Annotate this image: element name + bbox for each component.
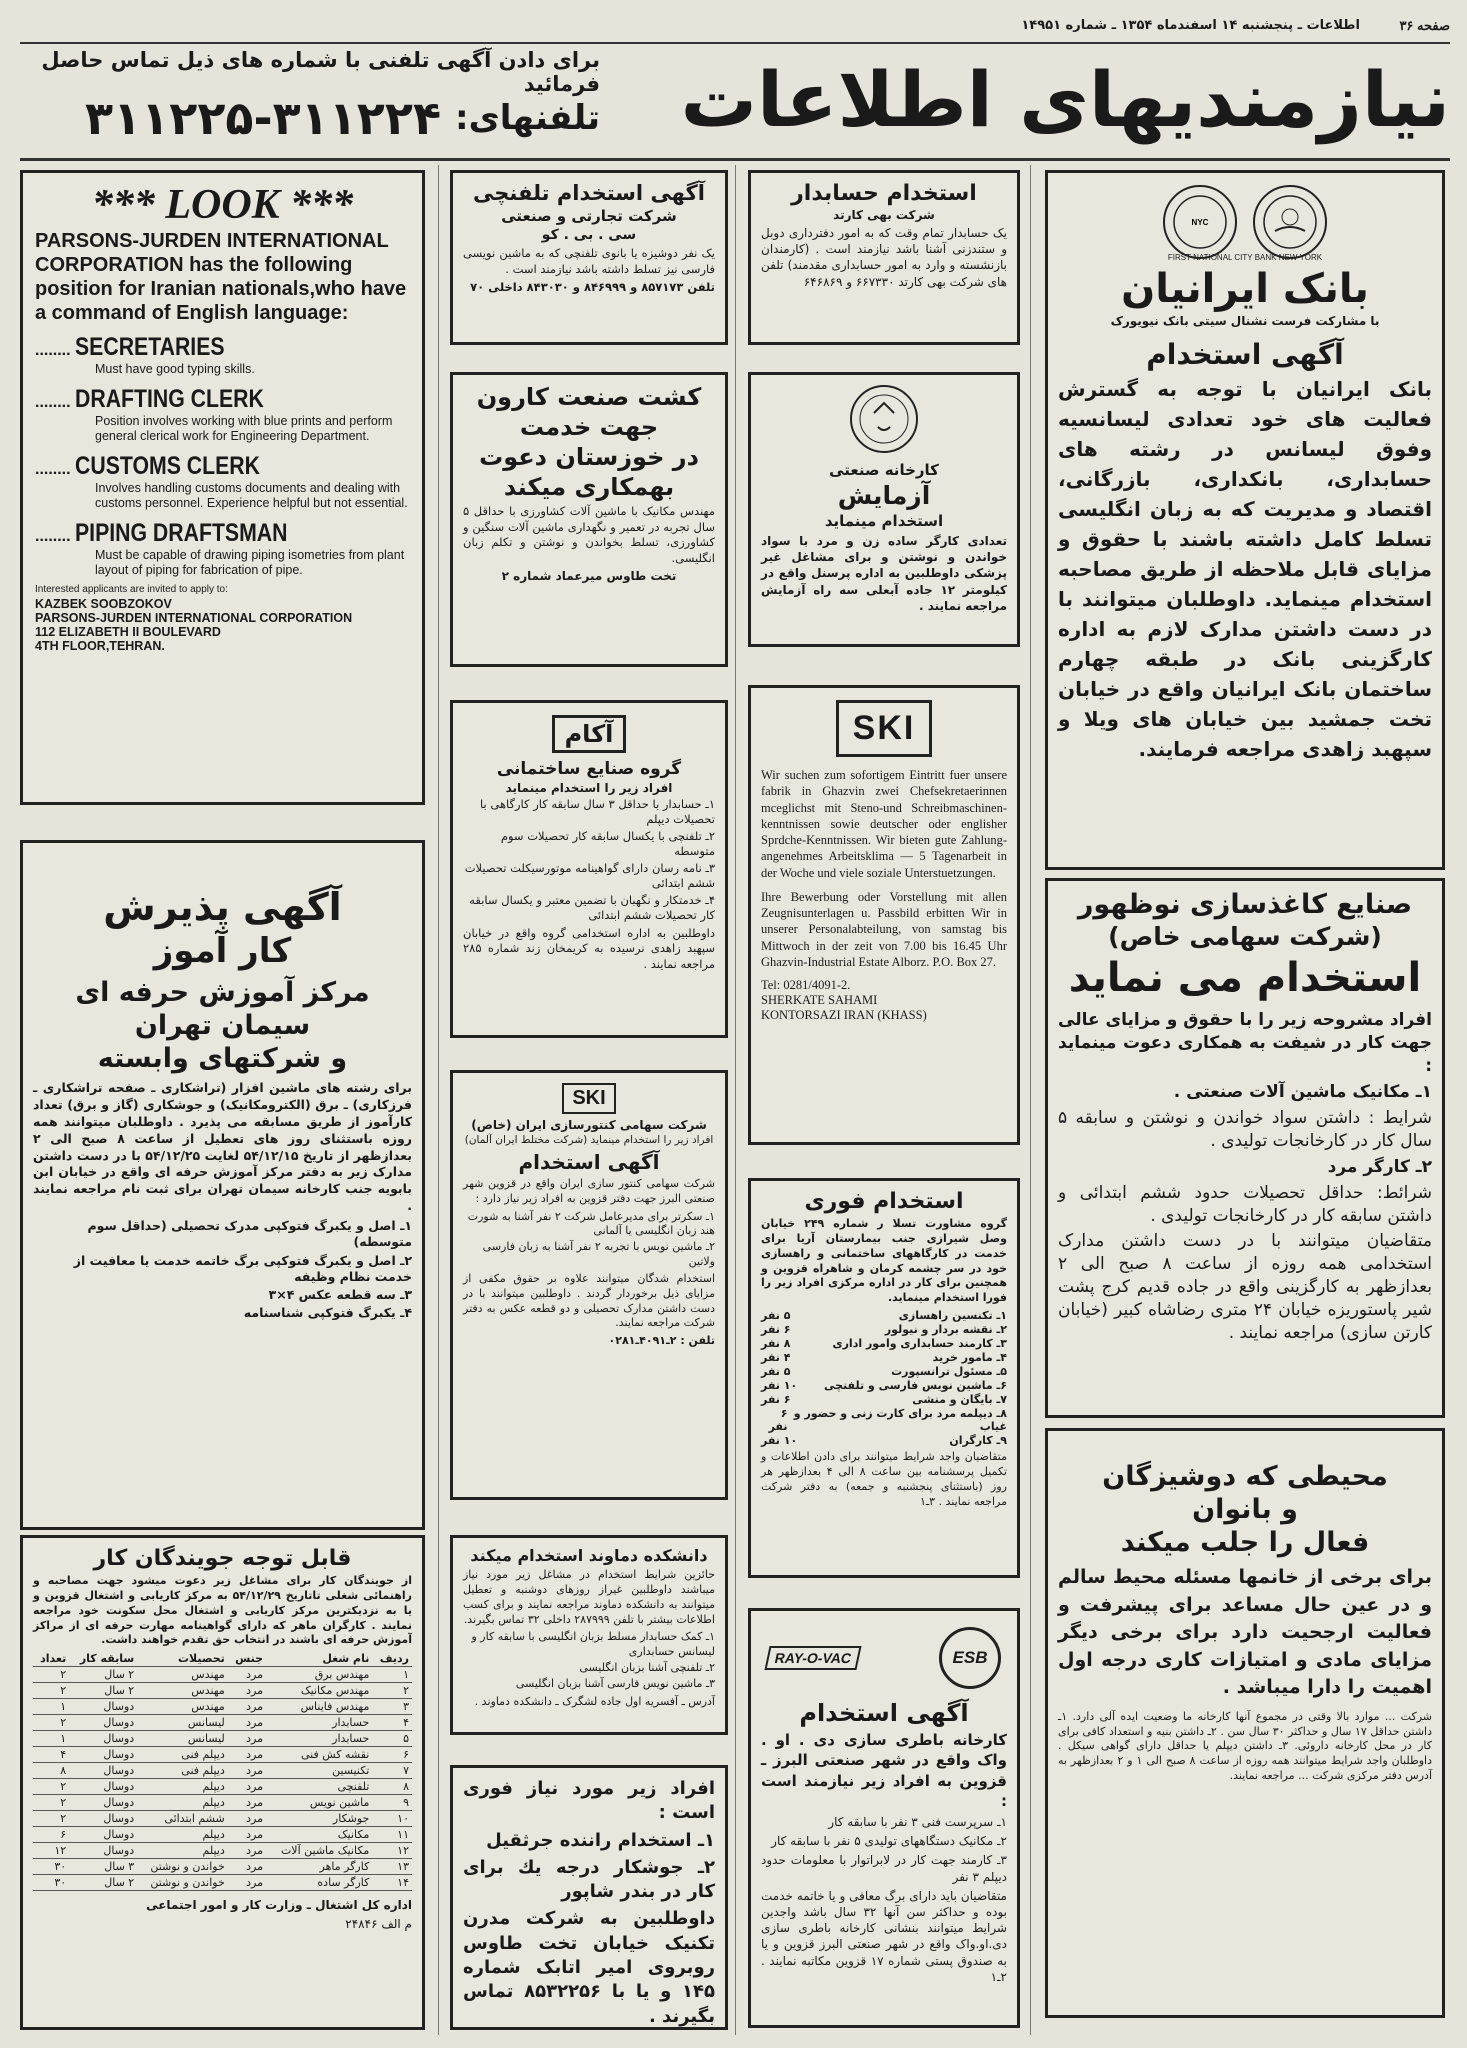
position-name: CUSTOMS CLERK (74, 452, 260, 480)
women-fine-print: شرکت ... موارد بالا وقتی در مجموع آنها کارخانه ما وضعیت ایده آلی دارد. ۱ـ داشتن حداقل ۱۷ سال و حداکثر ۳۰ سال سن . ۲ـ داشتن بنیه و استعداد کافی برای کار در محل کارخانه داروئی. ۳ـ داشتن دیپلم یا حداقل دارای گواهی سیکل . داوطلبان واجد شرایط میتوانند همه روزه از ساعت ۸ صبح الی ۱ و ۲ بعدازظهر به آدرس دفتر مرکزی شرکت ... مراجعه نمایند. (1058, 1709, 1433, 1783)
kontorsazi-intro: شرکت سهامی کنتور سازی ایران واقع در قزوین شهر صنعتی البرز جهت دفتر قزوین به افراد زیر نیاز دارد : (463, 1177, 715, 1205)
telephone-company-2: سی . بی . کو (541, 227, 637, 243)
table-cell: مرد (228, 1763, 266, 1779)
table-cell: مهندس (137, 1683, 228, 1699)
table-row (33, 1699, 412, 1715)
table-cell: ۲ (33, 1683, 69, 1699)
table-cell: دوسال (69, 1715, 137, 1731)
foori-list (761, 1309, 1007, 1447)
table-header-cell: ردیف (372, 1651, 412, 1667)
list-item-count: ۱۰ نفر (761, 1379, 798, 1393)
position-desc: Position involves working with blue prints and perform general clerical work for Engineering Department. (95, 414, 393, 443)
phones-line (40, 84, 600, 152)
table-cell: ۴ (33, 1747, 69, 1763)
column-divider (1030, 165, 1031, 2035)
table-cell: مرد (228, 1875, 266, 1891)
telephone-company: شرکت تجارتی و صنعتی (501, 207, 677, 225)
table-row (33, 1715, 412, 1731)
table-cell: حسابدار (266, 1731, 372, 1747)
ad-jobseekers-notice (20, 1535, 425, 2030)
ad-german-secretaries (748, 685, 1020, 1145)
damavand-heading: دانشکده دماوند استخدام میکند (470, 1546, 708, 1565)
position-row (35, 519, 410, 548)
group-closing: داوطلبین به اداره استخدامی گروه واقع در خیابان سپهبد زاهدی نرسیده به کریمخان زند شماره ۲۸۵ مراجعه نمایند . (463, 925, 715, 971)
phones-number: ۳۱۱۲۲۵-۳۱۱۲۲۴ (85, 91, 442, 145)
table-cell: دوسال (69, 1763, 137, 1779)
list-item: ۱ـ اصل و یکبرگ فتوکپی مدرک تحصیلی (حداقل سوم متوسطه) (87, 1218, 412, 1250)
table-cell: دیپلم فنی (137, 1747, 228, 1763)
karun-address: تخت طاوس میرعماد شماره ۲ (501, 569, 677, 584)
lion-sun-emblem-icon (1253, 185, 1327, 259)
damavand-address: آدرس ـ آفسریه اول جاده لشگرک ـ دانشکده دماوند . (474, 1694, 715, 1708)
table-cell: جوشکار (266, 1811, 372, 1827)
bank-logos (1058, 185, 1432, 259)
table-cell: ۲ سال (69, 1667, 137, 1683)
position-row (35, 452, 410, 481)
kontorsazi-heading: آگهی استخدام (518, 1150, 660, 1174)
ad-karun-agro (450, 372, 728, 667)
table-cell: لیسانس (137, 1731, 228, 1747)
table-row (33, 1811, 412, 1827)
kontorsazi-logo-icon: SKI (463, 1083, 715, 1114)
karun-line-4: بهمکاری میکند (503, 473, 675, 501)
kontorsazi-sub: (شرکت مختلط ایران آلمان) افراد زیر را استخدام مینماید (464, 1134, 714, 1146)
look-title: *** LOOK *** (91, 182, 354, 228)
position-row (35, 385, 410, 414)
table-cell: نقشه کش فنی (266, 1747, 372, 1763)
table-row (33, 1875, 412, 1891)
list-item: ۳ـ ماشین نویس فارسی آشنا بزبان انگلیسی (515, 1677, 715, 1691)
esb-logos (767, 1627, 1001, 1689)
table-header-cell: سابقه کار (69, 1651, 137, 1667)
table-cell: ششم ابتدائی (137, 1811, 228, 1827)
ad-crane-welder (450, 1765, 728, 2030)
telephone-body: یک نفر دوشیزه یا بانوی تلفنچی که به ماشین نویسی فارسی نیز تسلط داشته باشد نیازمند است . (463, 246, 715, 276)
table-row (33, 1667, 412, 1683)
list-item (761, 1351, 1007, 1364)
table-cell: دیپلم (137, 1827, 228, 1843)
table-cell: خواندن و نوشتن (137, 1859, 228, 1875)
list-item (761, 1309, 1007, 1322)
position-dots: ........ (35, 528, 71, 545)
esb-item-1: ۱ـ سرپرست فنی ۳ نفر با سابقه کار (828, 1815, 1007, 1829)
table-cell: مکانیک (266, 1827, 372, 1843)
ski-logo-icon: SKI (761, 700, 1007, 757)
paper-heading: استخدام می نماید (1068, 955, 1422, 1001)
paper-subtitle: (شرکت سهامی خاص) (1108, 922, 1382, 951)
list-item (761, 1323, 1007, 1336)
group-heading: گروه صنایع ساختمانی (496, 759, 682, 779)
position-name: DRAFTING CLERK (74, 385, 264, 413)
list-item (761, 1407, 1007, 1433)
ad-kontorsazi (450, 1070, 728, 1500)
look-positions (35, 333, 410, 578)
ad-building-industries (450, 700, 728, 1038)
jobseekers-code: م الف ۲۴۸۴۶ (345, 1917, 412, 1932)
ad-paper-factory (1045, 878, 1445, 1418)
look-address-1: KAZBEK SOOBZOKOV (35, 597, 172, 611)
bank-partner: با مشارکت فرست نشنال سیتی بانک نیویورک (1110, 314, 1380, 328)
table-cell: ۲ (33, 1715, 69, 1731)
table-cell: دوسال (69, 1795, 137, 1811)
table-cell: مهندس فایناس (266, 1699, 372, 1715)
jobseekers-intro: از جویندگان کار برای مشاغل زیر دعوت میشود جهت مصاحبه و راهنمائی شغلی تاتاریخ ۵۴/۱۲/۲۹ به مرکز کاریابی و اشتغال قزوین و یا به نزدیکترین مرکز کاریابی و اشتغال محل سکونت خود مراجعه نمایند . کارگران ماهر که دارای گواهینامه مهارت حرفه ای از مراکز آموزش حرفه ای باشند در انتخاب حق تقدم خواهند داشت. (33, 1574, 412, 1647)
position-desc: Must be capable of drawing piping isometries from plant layout of piping for fabrication of pipe. (95, 548, 405, 577)
list-item-count: ۴ نفر (761, 1351, 791, 1365)
table-cell: مرد (228, 1779, 266, 1795)
list-item (761, 1434, 1007, 1447)
table-cell: مرد (228, 1795, 266, 1811)
table-row (33, 1795, 412, 1811)
ad-women-workplace (1045, 1428, 1445, 2018)
issue-info: اطلاعات ـ پنجشنبه ۱۴ اسفندماه ۱۳۵۴ ـ شماره ۱۴۹۵۱ (1021, 18, 1360, 33)
list-item-title: ۴ـ مامور خرید (932, 1351, 1007, 1365)
jobseekers-heading: قابل توجه جویندگان کار (93, 1546, 352, 1571)
table-cell: ۶ (372, 1747, 412, 1763)
list-item: ۴ـ خدمتکار و نگهبان با تضمین معتبر و یکسال سابقه کار تحصیلات ششم ابتدائی (469, 892, 715, 922)
cement-line-2: کار آموز (153, 931, 292, 971)
ad-telephone-operator (450, 170, 728, 345)
esb-item-3: ۳ـ کارمند جهت کار در لابراتوار با معلومات حدود دیپلم ۳ نفر (761, 1853, 1007, 1884)
kontorsazi-closing: استخدام شدگان میتوانند علاوه بر حقوق مکفی از مزایای ذیل برخوردار گردند . داوطلبین میتوانند با در دست داشتن مدارک تحصیلی و دو قطعه عکس به دفتر شرکت مراجعه نمایند. (463, 1271, 715, 1330)
list-item: ۲ـ ماشین نویس با تجربه ۲ نفر آشنا به زبان فارسی ولاتین (482, 1240, 715, 1268)
table-cell: لیسانس (137, 1715, 228, 1731)
jobs-table-header (33, 1651, 412, 1667)
women-body: برای برخی از خانمها مسئله محیط سالم و در عین حال مساعد برای پیشرفت و فعالیت ارجحیت دارد برای برخی دیگر مزایای مادی و امتیازات کاری درجه اول اهمیت را دارا میباشد . (1058, 1566, 1432, 1699)
table-cell: مکانیک ماشین آلات (266, 1843, 372, 1859)
table-row (33, 1763, 412, 1779)
azmayesh-heading: استخدام مینماید (824, 512, 944, 530)
table-row (33, 1747, 412, 1763)
esb-heading: آگهی استخدام (799, 1699, 969, 1727)
karun-body: مهندس مکانیک با ماشین آلات کشاورزی با حداقل ۵ سال تجربه در تعمیر و نگهداری ماشین آلات سنگین و کشاورزی، تسلط بخواندن و نوشتن و تکلم زبان انگلیسی. (463, 504, 715, 565)
look-apply: Interested applicants are invited to apply to: (35, 584, 228, 595)
bank-logo-caption: FIRST NATIONAL CITY BANK NEW YORK (1167, 253, 1323, 262)
bank-heading: آگهی استخدام (1146, 338, 1344, 371)
list-item (761, 1379, 1007, 1392)
table-cell: مرد (228, 1667, 266, 1683)
list-item-count: ۸ نفر (761, 1337, 791, 1351)
ad-esb-battery (748, 1608, 1020, 2028)
ad-look-parsons (20, 170, 425, 805)
table-cell: مرد (228, 1731, 266, 1747)
azmayesh-company: کارخانه صنعتی (829, 461, 939, 479)
table-cell: دیپلم (137, 1779, 228, 1795)
table-cell: ۱۰ (372, 1811, 412, 1827)
table-cell: ۱۳ (372, 1859, 412, 1875)
svg-text:NYC: NYC (1191, 218, 1209, 227)
list-item-title: ۶ـ ماشین نویس فارسی و تلفنچی (823, 1379, 1007, 1393)
urgent-item-2: ۲ـ جوشکار درجه یك برای کار در بندر شاپور (463, 1856, 715, 1903)
ad-damavand-college (450, 1535, 728, 1735)
table-cell: دوسال (69, 1731, 137, 1747)
table-cell: ۱۲ (372, 1843, 412, 1859)
azmayesh-name: آزمایش (837, 481, 931, 510)
esb-closing: متقاضیان باید دارای برگ معافی و یا خاتمه خدمت بوده و حداکثر سن آنها ۳۲ سال باشد واجدین شرایط میتوانند بنشانی کارخانه باطری سازی دی.او.واک واقع در شهر صنعتی البرز قزوین و یا به صندوق پستی شماره ۱۷ قزوین مکاتبه نمایند . ۲ـ۱ (761, 1888, 1007, 1984)
table-cell: ۹ (372, 1795, 412, 1811)
phone-call-note: برای دادن آگهی تلفنی با شماره های ذیل تماس حاصل فرمائید (41, 48, 600, 96)
paper-item-2-conditions: شرائط: حداقل تحصیلات حدود ششم ابتدائی و داشتن سابقه کار در کارخانجات تولیدی . (1058, 1182, 1432, 1226)
urgent-item-1: ۱ـ استخدام راننده جرثقیل (486, 1829, 715, 1851)
table-cell: خواندن و نوشتن (137, 1875, 228, 1891)
table-cell: ۷ (372, 1763, 412, 1779)
column-divider (438, 165, 439, 2035)
table-cell: ۳۰ (33, 1859, 69, 1875)
table-cell: مهندس (137, 1699, 228, 1715)
german-tel: Tel: 0281/4091-2. (761, 978, 851, 992)
masthead-title: نیازمندیهای اطلاعات (680, 55, 1450, 144)
table-cell: ۱ (372, 1667, 412, 1683)
table-row (33, 1779, 412, 1795)
cement-line-1: آگهی پذیرش (103, 885, 342, 929)
akam-logo-icon: آکام (463, 715, 715, 753)
look-address-3: 112 ELIZABETH II BOULEVARD (35, 625, 221, 639)
list-item-count: ۵ نفر (761, 1309, 791, 1323)
german-paragraph-2: Ihre Bewerbung oder Vorstellung mit allen Zeugnisunterlagen u. Passbild erbitten Wir in unserer Personalabteilung, von samstag bis Mittwoch in der zeit von 7.00 bis 16.45 Uhr Ghazvin-Industrial Estate Alborz. P.O. Box 27. (761, 889, 1007, 969)
jobs-table (33, 1651, 412, 1891)
esb-intro: کارخانه باطری سازی دی . او . واک واقع در شهر صنعتی البرز ـ قزوین به افراد زیر نیازمند است : (761, 1731, 1007, 1810)
list-item-title: ۲ـ نقشه بردار و نیولور (884, 1323, 1007, 1337)
accountant-body: یک حسابدار تمام وقت که به امور دفترداری دوبل و ستندزنی آشنا باشد نیازمند است . (کارمندان بازنشسته و وارد به امور حسابداری مقدمند) تلفن های شرکت بهی کارتد ۶۶۷۳۳۰ و ۶۴۶۸۶۹ (761, 226, 1007, 289)
ad-accountant (748, 170, 1020, 345)
karun-line-3: در خوزستان دعوت (479, 443, 699, 471)
list-item-title: ۳ـ کارمند حسابداری وامور اداری (832, 1337, 1007, 1351)
paper-title: صنایع کاغذسازی نوظهور (1077, 889, 1413, 920)
table-cell: مهندس مکانیک (266, 1683, 372, 1699)
look-intro: PARSONS-JURDEN INTERNATIONAL CORPORATION has the following position for Iranian nationals,who have a command of English language: (35, 230, 407, 324)
table-cell: ۳۰ (33, 1875, 69, 1891)
kontorsazi-company: شرکت سهامی کنتورسازی ایران (خاص) (471, 1118, 707, 1132)
table-header-cell: تعداد (33, 1651, 69, 1667)
accountant-company: شرکت بهی کارتد (833, 208, 935, 222)
esb-item-2: ۲ـ مکانیک دستگاههای تولیدی ۵ نفر با سابقه کار (771, 1834, 1007, 1849)
list-item-count: ۵ نفر (761, 1365, 791, 1379)
table-cell: ۱۱ (372, 1827, 412, 1843)
list-item-count: ۱۰ نفر (761, 1434, 798, 1448)
list-item-count: ۶ نفر (761, 1393, 791, 1407)
list-item: ۴ـ یکبرگ فتوکپی شناسنامه (243, 1305, 412, 1321)
rayovac-logo-icon: RAY-O-VAC (764, 1646, 861, 1670)
karun-line-1: کشت صنعت کارون (476, 383, 702, 411)
cement-line-3: مرکز آموزش حرفه ای (75, 977, 370, 1008)
table-cell: مهندس برق (266, 1667, 372, 1683)
table-cell: کارگر ماهر (266, 1859, 372, 1875)
foori-intro: گروه مشاورت تسلا ر شماره ۲۴۹ خیابان وصل شیرازی جنب بیمارستان آریا برای خدمت در کارگاههای ساختمانی و راهسازی خود در سر چشمه کرمان و شاهراه قزوین و همچنین برای کار در اداره مرکزی افراد زیر را فورا استخدام مینماید. (761, 1217, 1007, 1305)
table-cell: ۲ (33, 1811, 69, 1827)
position-entry (35, 452, 410, 511)
table-cell: ۵ (372, 1731, 412, 1747)
table-cell: مرد (228, 1843, 266, 1859)
paper-intro: افراد مشروحه زیر را با حقوق و مزایای عالی جهت کار در شیفت به همکاری دعوت مینماید : (1058, 1010, 1432, 1076)
table-cell: ۱۲ (33, 1843, 69, 1859)
position-dots: ........ (35, 342, 71, 359)
page-number: صفحه ۳۶ (1399, 18, 1450, 33)
position-dots: ........ (35, 461, 71, 478)
jobseekers-footer: اداره کل اشتغال ـ وزارت کار و امور اجتماعی (146, 1898, 412, 1913)
table-cell: مرد (228, 1699, 266, 1715)
cement-docs (33, 1218, 412, 1322)
paper-item-2: ۲ـ کارگر مرد (1327, 1156, 1432, 1177)
list-item-count: ۶ نفر (768, 1407, 788, 1434)
position-row (35, 333, 410, 362)
bank-body: بانک ایرانیان با توجه به گسترش فعالیت های خود تعدادی لیسانسیه وفوق لیسانس در رشته های حسابداری، بانکداری، بازرگانی، اقتصاد و مدیریت که به زبان انگلیسی تسلط کامل داشته باشند با حقوق و مزایای قابل ملاحظه از طریق مصاحبه استخدام مینماید. داوطلبان میتوانند با در دست داشتن مدارک لازم به اداره کارگزینی بانک در طبقه چهارم ساختمان بانک ایرانیان واقع در خیابان تخت جمشید بین خیابان های ویلا و سپهبد زاهدی مراجعه فرمایند. (1058, 377, 1432, 761)
table-cell: مرد (228, 1683, 266, 1699)
position-entry (35, 385, 410, 444)
table-row (33, 1683, 412, 1699)
position-desc: Involves handling customs documents and dealing with customs personnel. Experience helpful but not essential. (95, 481, 408, 510)
karun-line-2: جهت خدمت (519, 413, 659, 441)
list-item-title: ۱ـ تکنسین راهسازی (898, 1309, 1007, 1323)
table-cell: ۲ (33, 1779, 69, 1795)
table-cell: مرد (228, 1715, 266, 1731)
table-row (33, 1731, 412, 1747)
table-header-cell: نام شغل (266, 1651, 372, 1667)
table-cell: تکنیسین (266, 1763, 372, 1779)
table-cell: مرد (228, 1827, 266, 1843)
table-cell: دوسال (69, 1843, 137, 1859)
list-item-title: ۷ـ بایگان و منشی (912, 1393, 1007, 1407)
table-row (33, 1827, 412, 1843)
list-item-title: ۵ـ مسئول ترانسپورت (891, 1365, 1007, 1379)
list-item: ۱ـ کمک حسابدار مسلط بزبان انگلیسی با سابقه کار و لیسانس حسابداری (471, 1630, 715, 1658)
position-entry (35, 333, 410, 377)
women-title-2: و بانوان (1192, 1494, 1298, 1525)
table-cell: ۱ (33, 1699, 69, 1715)
ad-cement-trainee (20, 840, 425, 1530)
table-cell: دوسال (69, 1779, 137, 1795)
table-cell: ۳ (372, 1699, 412, 1715)
group-intro: افراد زیر را استخدام مینماید (505, 781, 673, 795)
position-dots: ........ (35, 394, 71, 411)
header-rule (20, 42, 1450, 44)
table-header-cell: جنس (228, 1651, 266, 1667)
table-cell: ۴ (372, 1715, 412, 1731)
list-item: ۱ـ حسابدار با حداقل ۳ سال سابقه کار کارگاهی با تحصیلات دیپلم (480, 797, 715, 826)
table-cell: ۸ (372, 1779, 412, 1795)
table-cell: ۶ (33, 1827, 69, 1843)
table-cell: دوسال (69, 1811, 137, 1827)
women-title-3: فعال را جلب میکند (1120, 1527, 1370, 1558)
urgent-body: داوطلبین به شرکت مدرن تکنیک خیابان تخت طاوس روبروی امیر اتابک شماره ۱۴۵ و یا با ۸۵۳۲۲۵۶ تماس بگیرند . (463, 1908, 715, 2027)
group-list (463, 797, 715, 923)
german-company-2: KONTORSAZI IRAN (KHASS) (761, 1008, 927, 1022)
table-cell: دیپلم فنی (137, 1763, 228, 1779)
azmayesh-logo-icon (761, 383, 1007, 459)
column-divider (735, 165, 736, 2035)
list-item-title: ۸ـ دیپلمه مرد برای کارت زنی و حضور و غیاب (793, 1407, 1007, 1434)
esb-logo-icon: ESB (939, 1627, 1001, 1689)
table-cell: ۲ (33, 1795, 69, 1811)
foori-heading: استخدام فوری (804, 1189, 964, 1214)
list-item: ۳ـ نامه رسان دارای گواهینامه موتورسیکلت تحصیلات ششم ابتدائی (464, 860, 715, 890)
ad-urgent-hiring (748, 1178, 1020, 1578)
phones-label: تلفنهای: (455, 98, 600, 138)
citibank-seal-icon (1163, 185, 1237, 259)
table-cell: ۳ سال (69, 1859, 137, 1875)
masthead-rule (20, 158, 1450, 161)
list-item: ۲ـ تلفنچی با یکسال سابقه کار تحصیلات سوم متوسطه (500, 828, 715, 858)
german-company-1: SHERKATE SAHAMI (761, 993, 878, 1007)
table-cell: ۲ سال (69, 1683, 137, 1699)
damavand-list (463, 1630, 715, 1691)
position-desc: Must have good typing skills. (95, 362, 255, 376)
paper-item-1: ۱ـ مکانیک ماشین آلات صنعتی . (1173, 1081, 1432, 1102)
list-item: ۳ـ سه قطعه عکس ۴×۳ (268, 1287, 412, 1302)
cement-body: برای رشته های ماشین افزار (تراشکاری ـ صفحه تراشکاری ـ فرزکاری) ـ برق (الکترومکانیک) و جوشکاری (گاز و برق) تعداد کارآموز از طریق مسابقه می پذیرد . داوطلبان میتوانند همه روزه باستثنای روز های تعطیل از ساعت ۸ صبح الی ۲ بعدازظهر از تاریخ ۵۴/۱۲/۱۵ لغایت ۵۴/۱۲/۲۵ با در دست داشتن مدارک زیر به دفتر مرکز آموزش حرفه ای واقع در خیابان ابن بابویه جنب کارخانه سیمان تهران برای ثبت نام مراجعه نمایند . (33, 1080, 412, 1214)
foori-closing: متقاضیان واجد شرایط میتوانند برای دادن اطلاعات و تکمیل پرسشنامه بین ساعت ۸ الی ۴ بعدازظهر هر روز (باستثنای پنجشنبه و جمعه) به دفتر شرکت مراجعه نمایند . ۳ـ۱ (761, 1450, 1007, 1508)
position-name: SECRETARIES (74, 333, 225, 361)
accountant-heading: استخدام حسابدار (791, 181, 977, 206)
list-item (761, 1365, 1007, 1378)
telephone-phones: تلفن ۸۵۷۱۷۳ و ۸۴۶۹۹۹ و ۸۴۳۰۳۰ داخلی ۷۰ (470, 280, 715, 295)
table-cell: دیپلم (137, 1843, 228, 1859)
table-cell: مرد (228, 1811, 266, 1827)
table-cell: دوسال (69, 1747, 137, 1763)
list-item: ۲ـ اصل و یکبرگ فتوکپی برگ خاتمه خدمت یا معافیت از خدمت نظام وظیفه (73, 1252, 412, 1284)
table-cell: دوسال (69, 1699, 137, 1715)
table-cell: ۱۴ (372, 1875, 412, 1891)
kontorsazi-list (463, 1210, 715, 1269)
table-cell: کارگر ساده (266, 1875, 372, 1891)
kontorsazi-tel: تلفن : ۲ـ۴۰۹۱ـ۰۲۸۱ (608, 1334, 715, 1348)
azmayesh-body: تعدادی کارگر ساده زن و مرد با سواد خواندن و نوشتن و برای مشاغل غیر پزشکی داوطلبین به اداره پرسنل واقع در کیلومتر ۱۲ جاده آبعلی سه راه آزمایش مراجعه نمایند . (761, 534, 1008, 613)
telephone-heading: آگهی استخدام تلفنچی (473, 181, 705, 205)
list-item: ۲ـ تلفنچی آشنا بزبان انگلیسی (579, 1660, 715, 1674)
table-row (33, 1859, 412, 1875)
table-header-cell: تحصیلات (137, 1651, 228, 1667)
table-cell: مرد (228, 1747, 266, 1763)
table-cell: دوسال (69, 1827, 137, 1843)
table-cell: مهندس (137, 1667, 228, 1683)
table-cell: ماشین نویس (266, 1795, 372, 1811)
paper-closing: متقاضیان میتوانند با در دست داشتن مدارک استخدامی همه روزه از ساعت ۸ صبح الی ۲ بعدازظهر به کارگزینی واقع در جاده قدیم کرج پشت شیر پاستوریزه خیابان ۲۴ متری رضاشاه کبیر (خیابان کارتن سازی) مراجعه نمایند . (1058, 1231, 1432, 1344)
cement-line-5: و شرکتهای وابسته (97, 1043, 348, 1074)
german-paragraph-1: Wir suchen zum sofortigem Eintritt fuer unsere fabrik in Ghazvin zwei Chefsekretaerinnen mceglichst mit Steno-und Schreibmaschinen-kenntnissen sowie deutscher oder englisher Sprdche-Kenntnissen. Wir bieten gute Zahlung-angenehmes Arbeitsklima — 5 Tagenarbeit in der Woche und viele soziale Unterstuetzungen. (761, 768, 1007, 880)
cement-line-4: سیمان تهران (134, 1010, 311, 1041)
list-item-title: ۹ـ کارگران (949, 1434, 1007, 1448)
list-item (761, 1337, 1007, 1350)
damavand-intro: حائزین شرایط استخدام در مشاغل زیر مورد نیاز میباشند داوطلبین غیراز روزهای دوشنبه و تعطیل میتوانند به دانشکده دماوند مراجعه نمایند و برای کسب اطلاعات بیشتر با تلفن ۲۸۷۹۹۹ داخلی ۳۲ تماس بگیرند. (463, 1568, 715, 1626)
table-cell: ۲ (33, 1667, 69, 1683)
ad-azmayesh (748, 372, 1020, 647)
list-item-count: ۶ نفر (761, 1323, 791, 1337)
table-row (33, 1843, 412, 1859)
ad-bank-iranian (1045, 170, 1445, 870)
list-item: ۱ـ سکرتر برای مدیرعامل شرکت ۲ نفر آشنا به شورت هند زبان انگلیسی یا آلمانی (467, 1209, 715, 1237)
position-entry (35, 519, 410, 578)
list-item (761, 1393, 1007, 1406)
look-address-2: PARSONS-JURDEN INTERNATIONAL CORPORATION (35, 611, 353, 625)
table-cell: ۱ (33, 1731, 69, 1747)
table-cell: حسابدار (266, 1715, 372, 1731)
table-cell: تلفنچی (266, 1779, 372, 1795)
women-title: محیطی که دوشیزگان (1102, 1461, 1388, 1492)
look-address-4: 4TH FLOOR,TEHRAN. (35, 639, 165, 653)
table-cell: دیپلم (137, 1795, 228, 1811)
table-cell: ۸ (33, 1763, 69, 1779)
bank-name: بانک ایرانیان (1121, 266, 1369, 312)
position-name: PIPING DRAFTSMAN (74, 519, 288, 547)
table-cell: ۲ (372, 1683, 412, 1699)
paper-item-1-conditions: شرایط : داشتن سواد خواندن و نوشتن و سابقه ۵ سال کار در کارخانجات تولیدی . (1058, 1107, 1432, 1151)
table-cell: ۲ سال (69, 1875, 137, 1891)
table-cell: مرد (228, 1859, 266, 1875)
urgent-heading: افراد زیر مورد نیاز فوری است : (463, 1778, 715, 1824)
